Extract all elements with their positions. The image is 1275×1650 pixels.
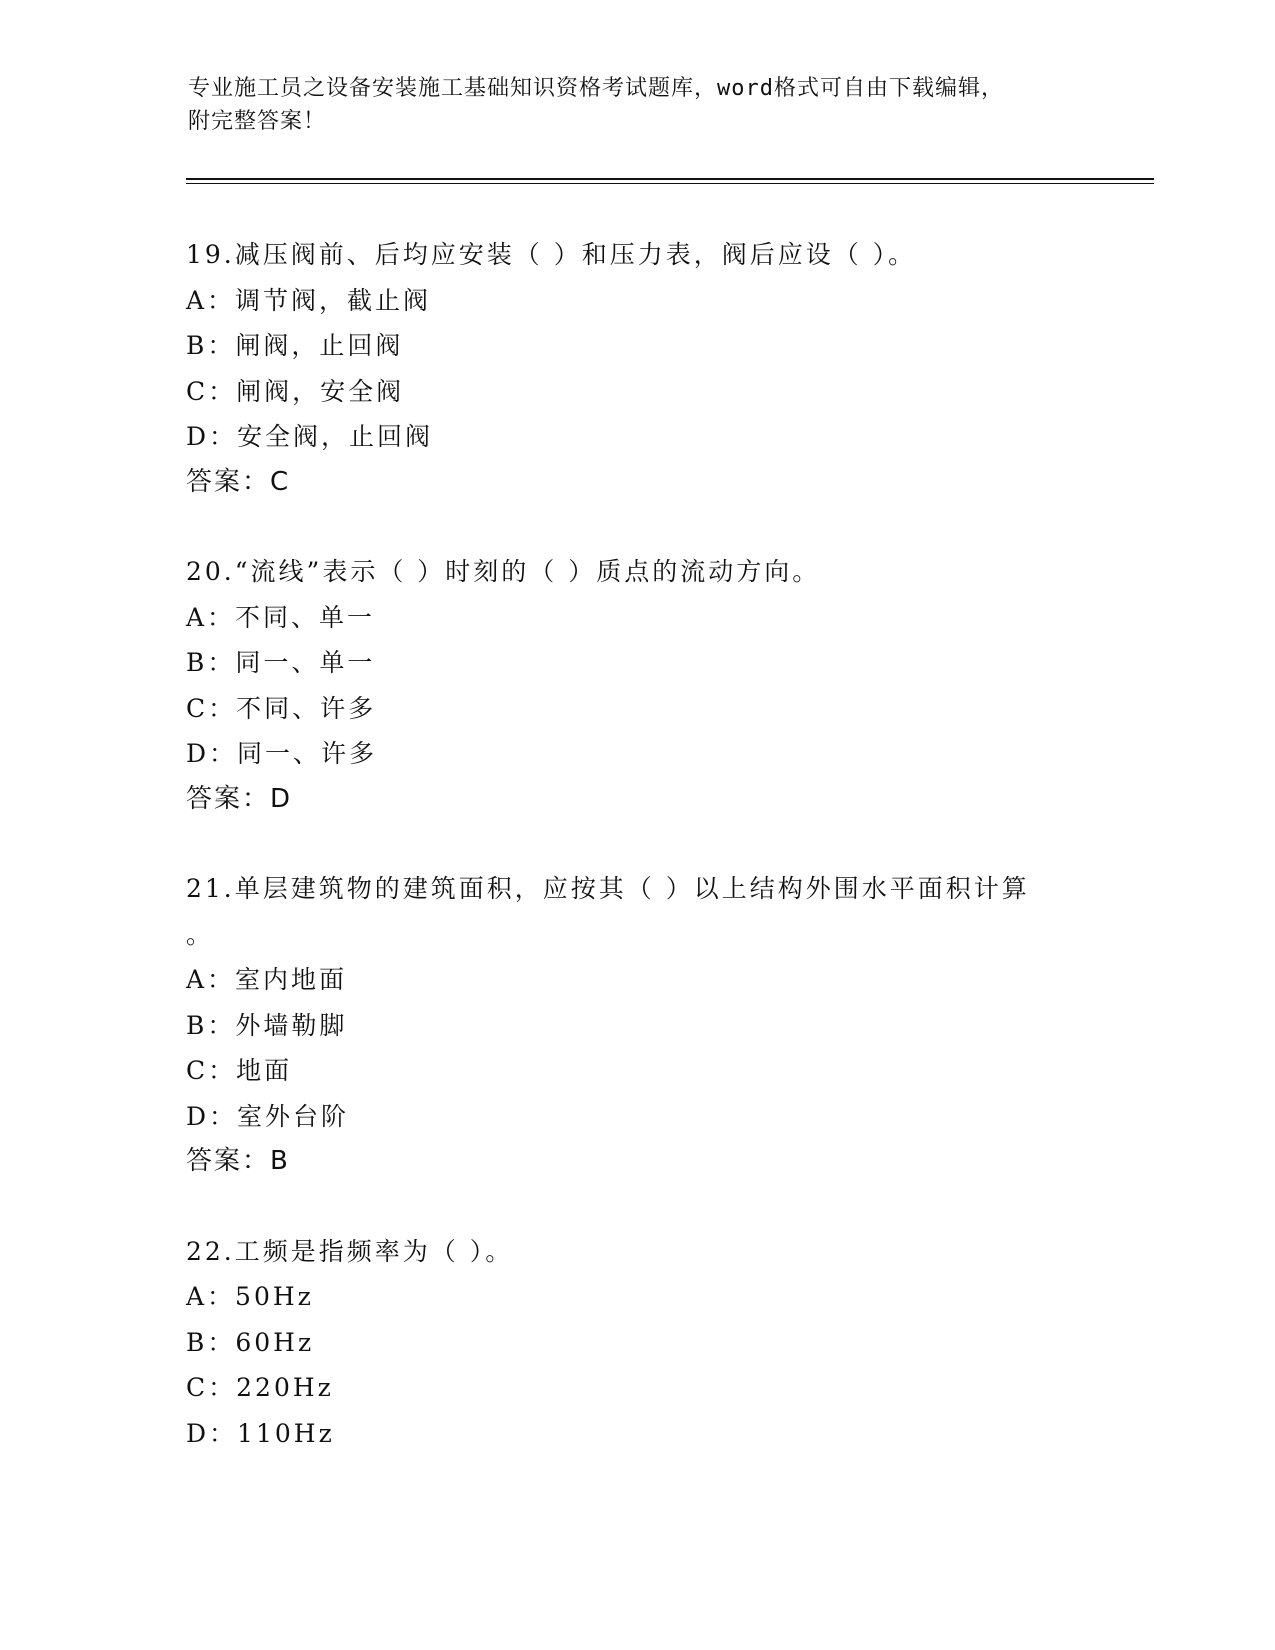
header-divider-bottom (186, 183, 1154, 184)
option-d: D：同一、许多 (186, 739, 378, 768)
option-c: C：闸阀，安全阀 (186, 376, 405, 406)
question-22 (186, 1229, 1106, 1457)
option-a: A：不同、单一 (186, 602, 376, 632)
question-21 (186, 866, 1106, 1185)
header-divider-top (186, 178, 1154, 180)
option-a: A：调节阀，截止阀 (186, 285, 432, 315)
option-d: D：安全阀，止回阀 (186, 422, 434, 451)
option-c: C：不同、许多 (186, 693, 377, 723)
answer-line: 答案：D (186, 783, 293, 814)
option-b: B：外墙勒脚 (186, 1010, 348, 1040)
option-b: B：同一、单一 (186, 648, 376, 677)
question-stem: 19.减压阀前、后均应安装（ ）和压力表，阀后应设（ ）。 (186, 240, 917, 269)
option-d: D：室外台阶 (186, 1101, 350, 1131)
option-c: C：220Hz (186, 1373, 334, 1402)
question-stem: 22.工频是指频率为（ ）。 (186, 1236, 514, 1266)
option-b: B：闸阀，止回阀 (186, 331, 404, 360)
document-header (188, 72, 1088, 138)
question-stem: 21.单层建筑物的建筑面积，应按其（ ）以上结构外围水平面积计算 (186, 874, 1030, 903)
question-list (186, 232, 1106, 1500)
question-20 (186, 549, 1106, 822)
option-a: A：室内地面 (186, 965, 348, 994)
question-19 (186, 232, 1106, 505)
answer-line: 答案：B (186, 1146, 290, 1176)
question-stem-continuation: 。 (186, 919, 215, 949)
header-line-2: 附完整答案！ (188, 109, 327, 134)
answer-line: 答案：C (186, 466, 291, 497)
option-b: B：60Hz (186, 1327, 315, 1357)
question-stem: 20.“流线”表示（ ）时刻的（ ）质点的流动方向。 (186, 557, 821, 586)
option-d: D：110Hz (186, 1418, 335, 1448)
option-c: C：地面 (186, 1056, 293, 1085)
option-a: A：50Hz (186, 1282, 314, 1311)
header-line-1: 专业施工员之设备安装施工基础知识资格考试题库，word格式可自由下载编辑， (188, 76, 1004, 101)
